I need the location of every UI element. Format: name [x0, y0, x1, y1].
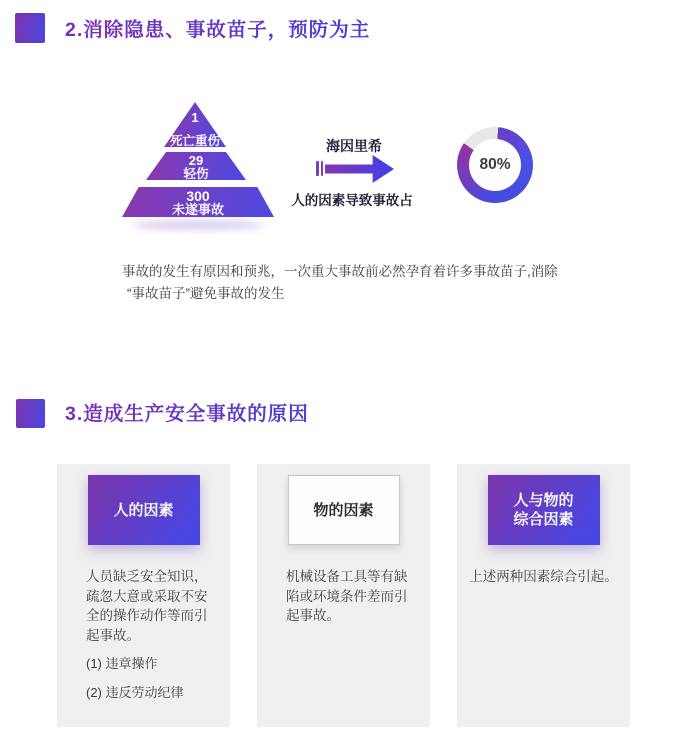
- card-combined-factors-title-box: [488, 475, 600, 545]
- arrow-tick-1: [316, 161, 319, 176]
- card-human-factors-title: 人的因素: [113, 501, 174, 519]
- card-object-factors-body: 机械设备工具等有缺陷或环境条件差而引起事故。: [286, 569, 408, 623]
- pyramid-level-3-label: 未遂事故: [171, 202, 224, 217]
- arrow-bottom-label: 人的因素导致事故占: [291, 193, 413, 208]
- donut-chart-80-percent: [457, 127, 533, 203]
- card-combined-factors: [457, 464, 630, 727]
- card-combined-factors-title-line2: 综合因素: [513, 511, 574, 528]
- list-item: (1) 违章操作: [86, 656, 158, 671]
- card-object-factors-title-box: [288, 475, 400, 545]
- right-arrow-icon: [325, 155, 394, 183]
- section3-title: 3.造成生产安全事故的原因: [65, 403, 309, 425]
- arrow-top-label: 海因里希: [326, 138, 382, 154]
- section2-bullet-square: [15, 13, 45, 43]
- paragraph-line-2: “事故苗子”避免事故的发生: [127, 286, 285, 301]
- cause-cards-row: [57, 464, 630, 727]
- card-human-factors-body: 人员缺乏安全知识，疏忽大意或采取不安全的操作动作等而引起事故。: [86, 569, 208, 643]
- section2-paragraph: [122, 261, 584, 305]
- pyramid-level-2-value: 29: [188, 153, 204, 168]
- section2-title: 2.消除隐患、事故苗子，预防为主: [65, 19, 371, 41]
- card-human-factors: [57, 464, 230, 727]
- pyramid-reflection: [132, 221, 264, 229]
- donut-hole: [469, 139, 521, 191]
- card-human-factors-title-box: [88, 475, 200, 545]
- arrow-tick-2: [321, 161, 324, 176]
- pyramid-level-1-value: 1: [191, 110, 199, 125]
- pyramid-level-3-value: 300: [186, 188, 210, 204]
- card-human-factors-list: [57, 654, 230, 703]
- list-item: (2) 违反劳动纪律: [86, 685, 184, 700]
- pyramid-level-1-label: 死亡重伤: [169, 134, 220, 148]
- card-combined-factors-title-line1: 人与物的: [513, 492, 574, 509]
- paragraph-line-1: 事故的发生有原因和预兆，一次重大事故前必然孕育着许多事故苗子,消除: [122, 264, 558, 279]
- pyramid-level-2-label: 轻伤: [183, 167, 209, 181]
- card-object-factors-title: 物的因素: [313, 501, 374, 519]
- card-object-factors: [257, 464, 430, 727]
- donut-center-label: 80%: [479, 156, 511, 173]
- card-combined-factors-body: 上述两种因素综合引起。: [469, 569, 618, 584]
- section3-bullet-square: [16, 399, 45, 428]
